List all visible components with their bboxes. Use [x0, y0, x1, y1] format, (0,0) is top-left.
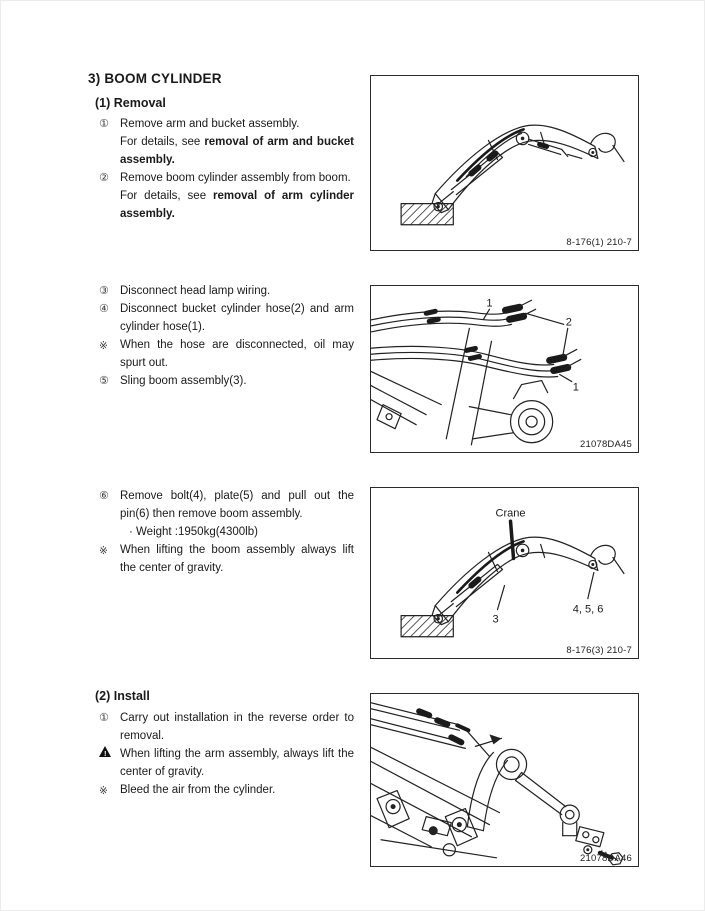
- install-step-1-marker: ①: [99, 712, 109, 724]
- step-1-detail-bold: removal of arm and bucket assembly.: [120, 136, 354, 166]
- figure-2-caption: 21078DA45: [580, 439, 632, 450]
- figure-3-label-456: 4, 5, 6: [572, 603, 604, 616]
- step-4: [99, 300, 354, 336]
- install-warning: [99, 745, 354, 781]
- step-2-marker: ②: [99, 172, 109, 184]
- step-1-text: [120, 115, 354, 169]
- figure-4-box: [370, 693, 639, 867]
- figure-1-boom-illustration: [371, 76, 638, 250]
- step-5-marker: ⑤: [99, 375, 109, 387]
- install-note-marker: ※: [99, 785, 108, 797]
- step-1-marker: ①: [99, 118, 109, 130]
- warning-marker: [99, 745, 120, 764]
- figure-4-bracket-illustration: [371, 694, 638, 866]
- install-heading: (2) Install: [95, 689, 150, 703]
- step-1-detail-normal: For details, see: [120, 136, 205, 148]
- step-6-text: Remove bolt(4), plate(5) and pull out the pin(6) then remove boom assembly.: [120, 490, 354, 520]
- step-6-marker: ⑥: [99, 490, 109, 502]
- figure-2-label-2: 2: [565, 316, 572, 329]
- note-lifting-marker: ※: [99, 545, 108, 557]
- note-oil: [99, 336, 354, 372]
- step-1-detail: [120, 133, 354, 169]
- step-3: [99, 282, 354, 300]
- figure-3-caption: 8-176(3) 210-7: [566, 645, 632, 656]
- step-2-detail-bold: removal of arm cylinder assembly.: [120, 190, 354, 220]
- install-note-text: Bleed the air from the cylinder.: [120, 784, 276, 796]
- figure-4-caption: 21078DA46: [580, 853, 632, 864]
- figure-3-crane-label: Crane: [495, 507, 526, 520]
- removal-steps-1-2: [99, 115, 354, 223]
- note-lifting-text: When lifting the boom assembly always lift the center of gravity.: [120, 544, 354, 574]
- step-5-text: Sling boom assembly(3).: [120, 375, 247, 387]
- step-1: [99, 115, 354, 169]
- step-5: [99, 372, 354, 390]
- page-title: 3) BOOM CYLINDER: [88, 71, 222, 86]
- note-oil-text: When the hose are disconnected, oil may spurt out.: [120, 339, 354, 369]
- step-4-marker: ④: [99, 303, 109, 315]
- step-2: [99, 169, 354, 223]
- figure-3-box: [370, 487, 639, 659]
- figure-2-hoses-illustration: [371, 286, 638, 452]
- install-warning-text: When lifting the arm assembly, always lift the center of gravity.: [120, 748, 354, 778]
- install-note: [99, 781, 354, 800]
- figure-3-boom-crane-illustration: [371, 488, 638, 658]
- step-2-detail: [120, 187, 354, 223]
- step-4-text: Disconnect bucket cylinder hose(2) and arm cylinder hose(1).: [120, 303, 354, 333]
- figure-2-box: [370, 285, 639, 453]
- install-step-1: [99, 709, 354, 745]
- removal-step-6-block: [99, 487, 354, 577]
- figure-2-label-1-bottom: 1: [572, 381, 579, 394]
- install-step-1-text: Carry out installation in the reverse order to removal.: [120, 712, 354, 742]
- weight-line: · Weight :1950kg(4300lb): [129, 526, 258, 538]
- removal-heading: (1) Removal: [95, 96, 166, 110]
- step-3-marker: ③: [99, 285, 109, 297]
- step-2-line: Remove boom cylinder assembly from boom.: [120, 172, 351, 184]
- install-steps: [99, 709, 354, 800]
- figure-2-label-1-top: 1: [486, 297, 493, 310]
- note-lifting: [99, 541, 354, 577]
- removal-steps-3-5: [99, 282, 354, 390]
- figure-3-label-3: 3: [492, 613, 499, 626]
- figure-1-box: [370, 75, 639, 251]
- figure-1-caption: 8-176(1) 210-7: [566, 237, 632, 248]
- step-3-text: Disconnect head lamp wiring.: [120, 285, 271, 297]
- step-2-text: [120, 169, 354, 223]
- step-2-detail-normal: For details, see: [120, 190, 214, 202]
- step-6: [99, 487, 354, 523]
- warning-icon: [99, 745, 112, 758]
- step-1-line: Remove arm and bucket assembly.: [120, 118, 300, 130]
- note-oil-marker: ※: [99, 340, 108, 352]
